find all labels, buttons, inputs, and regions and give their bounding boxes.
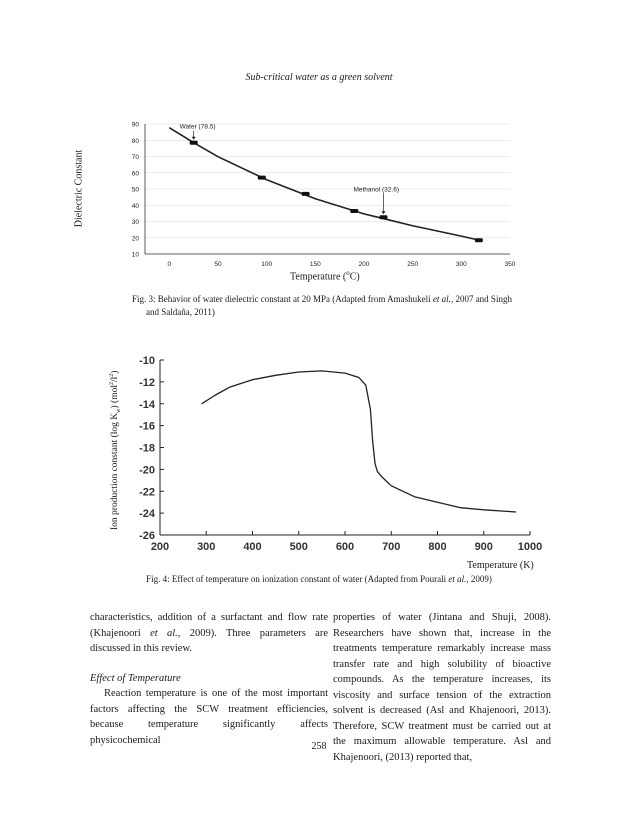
fig4-x-tick-label: 400	[243, 541, 262, 553]
left-column	[90, 610, 328, 748]
fig3-arrowhead	[192, 137, 196, 140]
fig3-x-tick-label: 0	[167, 261, 172, 268]
fig3-series	[169, 128, 483, 242]
fig4-y-tick-label: -16	[139, 420, 155, 433]
fig3-annotation-label: Methanol (32.6)	[353, 186, 399, 194]
fig4-x-tick-label: 1000	[517, 541, 543, 553]
fig3-arrowhead	[381, 211, 385, 214]
fig4-x-tick-label: 600	[335, 541, 355, 553]
fig4-y-tick-label: -24	[139, 508, 155, 521]
fig4-curve	[202, 371, 516, 512]
section-heading: Effect of Temperature	[90, 672, 181, 684]
fig3-y-tick-label: 50	[131, 186, 139, 194]
fig4-xlabel: Temperature (K)	[467, 560, 534, 571]
fig3-ylabel: Dielectric Constant	[73, 149, 85, 228]
fig3-x-tick-label: 200	[358, 261, 370, 268]
running-header: Sub-critical water as a green solvent	[245, 72, 393, 83]
fig3-y-tick-label: 80	[131, 137, 139, 145]
fig4-series	[202, 371, 516, 512]
fig3-x-tick-label: 100	[261, 261, 273, 268]
fig4-y-tick-label: -18	[139, 442, 155, 455]
fig4-tick-labels	[139, 355, 542, 553]
fig4-y-tick-label: -10	[139, 355, 155, 367]
fig3-y-tick-label: 30	[131, 219, 139, 226]
fig3-xlabel: Temperature ($^o$C)	[290, 269, 360, 283]
fig4-x-tick-label: 300	[197, 541, 216, 553]
fig3-point-marker	[475, 238, 483, 242]
fig3-point-marker	[190, 141, 198, 145]
page-number: 258	[311, 741, 327, 752]
fig3-annotations	[180, 124, 399, 215]
fig3-y-tick-label: 10	[131, 251, 139, 259]
fig3-annotation-label: Water (78.5)	[179, 123, 216, 131]
fig4-x-tick-label: 900	[474, 541, 493, 553]
fig3-x-tick-label: 50	[214, 261, 222, 268]
figure-4-chart	[120, 350, 550, 558]
fig4-ylabel: Ion production constant (log $K_w$) $(mol^2/l^2)$	[109, 370, 123, 530]
fig3-y-tick-label: 70	[131, 154, 139, 161]
fig4-y-tick-label: -22	[139, 486, 155, 499]
fig3-y-tick-label: 20	[131, 235, 139, 243]
fig3-point-marker	[350, 209, 358, 213]
fig4-y-tick-label: -26	[139, 530, 155, 542]
left-paragraph-1: characteristics, addition of a surfactant and flow rate (Khajenoori et al., 2009). Three parameters are discussed in this review.	[90, 612, 328, 654]
fig3-point-marker	[302, 192, 310, 196]
fig4-y-tick-label: -14	[139, 398, 155, 411]
fig3-x-tick-label: 350	[504, 261, 516, 268]
fig4-x-tick-label: 800	[428, 541, 447, 553]
fig4-x-tick-label: 700	[382, 541, 401, 553]
fig3-x-tick-label: 250	[407, 261, 419, 268]
fig3-x-tick-label: 300	[455, 261, 467, 268]
fig3-caption: Fig. 3: Behavior of water dielectric constant at 20 MPa (Adapted from Amashukeli et al., 2007 and Singh and Saldaña, 2011)	[132, 294, 512, 317]
fig4-x-tick-label: 200	[150, 541, 170, 553]
left-paragraph-2: Reaction temperature is one of the most important factors affecting the SCW treatment efficiencies, because temperature significantly affects physicochemical	[90, 688, 328, 746]
fig3-y-tick-label: 60	[131, 170, 139, 178]
fig3-y-tick-label: 40	[131, 202, 139, 210]
fig3-point-marker	[379, 215, 387, 219]
fig3-point-marker	[258, 176, 266, 180]
fig3-tick-labels	[132, 122, 516, 269]
fig3-y-tick-label: 90	[131, 121, 139, 129]
fig4-x-tick-label: 500	[289, 541, 308, 553]
right-paragraph-1: properties of water (Jintana and Shuji, 2008). Researchers have shown that, increase in the treatments temperature remarkably increase mass transfer rate and high solubility of bioactive compounds. As the temperature increases, its viscosity and surface tension of the extraction solvent is decreased (Asl and Khajenoori, 2013). Therefore, SCW treatment must be carried out at the maximum allowable temperature. Asl and Khajenoori, (2013) reported that,	[333, 612, 551, 763]
figure-3-chart	[110, 116, 530, 286]
fig4-y-tick-label: -12	[139, 376, 155, 389]
fig4-y-tick-label: -20	[139, 464, 155, 477]
fig3-x-tick-label: 150	[309, 261, 321, 268]
fig3-curve	[169, 128, 480, 241]
fig4-caption: Fig. 4: Effect of temperature on ionization constant of water (Adapted from Pourali et al., 2009)	[146, 574, 492, 584]
